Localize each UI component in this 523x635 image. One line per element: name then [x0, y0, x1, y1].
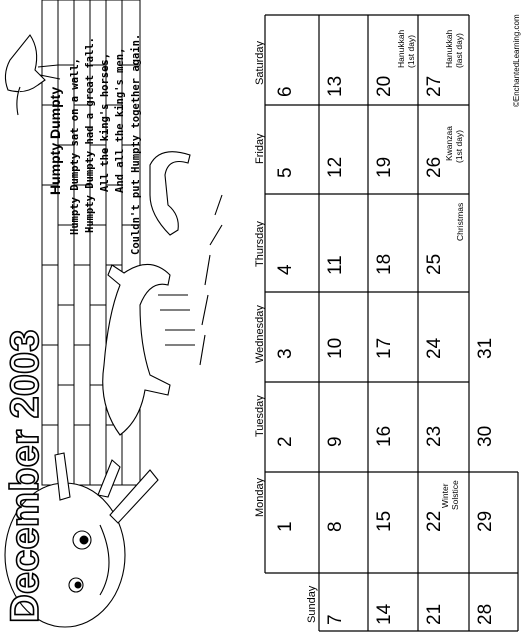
day-cell-4: 4 [275, 264, 296, 275]
day-cell-8: 8 [325, 521, 346, 532]
day-cell-21: 21 [424, 603, 445, 625]
holiday-hanukkah-first-line2: (1st day) [406, 34, 416, 68]
holiday-christmas: Christmas [455, 202, 465, 241]
holiday-hanukkah-last-line2: (last day) [454, 33, 464, 68]
day-cell-30: 30 [475, 425, 496, 447]
day-cell-22: 22 [424, 510, 445, 532]
day-cell-5: 5 [275, 167, 296, 178]
poem-line-4: And all the king's men, [114, 47, 126, 193]
weekday-thursday: Thursday [254, 221, 266, 267]
day-cell-31: 31 [475, 337, 496, 359]
day-cell-14: 14 [374, 603, 395, 625]
day-cell-25: 25 [424, 253, 445, 275]
poem-block [47, 34, 142, 255]
day-cell-9: 9 [325, 436, 346, 447]
weekday-sunday: Sunday [306, 585, 318, 623]
weekday-saturday: Saturday [254, 40, 266, 85]
kings-horses-illustration [103, 152, 222, 435]
day-cell-12: 12 [325, 156, 346, 178]
weekday-tuesday: Tuesday [254, 395, 266, 437]
day-cell-3: 3 [275, 348, 296, 359]
day-cell-29: 29 [475, 510, 496, 532]
month-title: December 2003 [3, 329, 47, 623]
weekday-monday: Monday [254, 477, 266, 517]
day-cell-23: 23 [424, 425, 445, 447]
day-cell-20: 20 [374, 75, 395, 97]
day-cell-7: 7 [325, 614, 346, 625]
day-cell-27: 27 [424, 75, 445, 97]
day-cell-19: 19 [374, 156, 395, 178]
holiday-hanukkah-last-line1: Hanukkah [444, 29, 454, 68]
poem-line-2: Humpty Dumpty had a great fall. [84, 37, 96, 233]
poem-line-3: All the king's horses, [99, 52, 111, 192]
day-cell-24: 24 [424, 337, 445, 359]
day-cell-28: 28 [475, 603, 496, 625]
poem-title: Humpty Dumpty [47, 86, 63, 195]
weekday-wednesday: Wednesday [254, 305, 266, 363]
poem-line-5: Couldn't put Humpty together again. [130, 33, 142, 255]
day-cell-15: 15 [374, 510, 395, 532]
day-cell-18: 18 [374, 253, 395, 275]
day-cell-26: 26 [424, 156, 445, 178]
day-cell-11: 11 [325, 255, 346, 275]
weekday-friday: Friday [254, 133, 266, 164]
day-cell-6: 6 [275, 86, 296, 97]
day-cell-16: 16 [374, 425, 395, 447]
copyright-text: ©EnchantedLearning.com [512, 14, 521, 107]
calendar-grid [265, 15, 518, 631]
holiday-kwanzaa-line1: Kwanzaa [444, 126, 454, 161]
day-cell-1: 1 [275, 521, 296, 532]
holiday-winter-solstice-line1: Winter [440, 483, 450, 508]
holiday-kwanzaa-line2: (1st day) [454, 129, 464, 163]
day-cell-10: 10 [325, 337, 346, 359]
day-cell-13: 13 [325, 75, 346, 97]
day-cell-17: 17 [374, 337, 395, 359]
poem-line-1: Humpty Dumpty sat on a wall, [69, 57, 81, 235]
weekday-headers [254, 40, 318, 623]
holiday-hanukkah-first-line1: Hanukkah [396, 29, 406, 68]
day-cell-2: 2 [275, 436, 296, 447]
holiday-winter-solstice-line2: Solstice [450, 480, 460, 510]
